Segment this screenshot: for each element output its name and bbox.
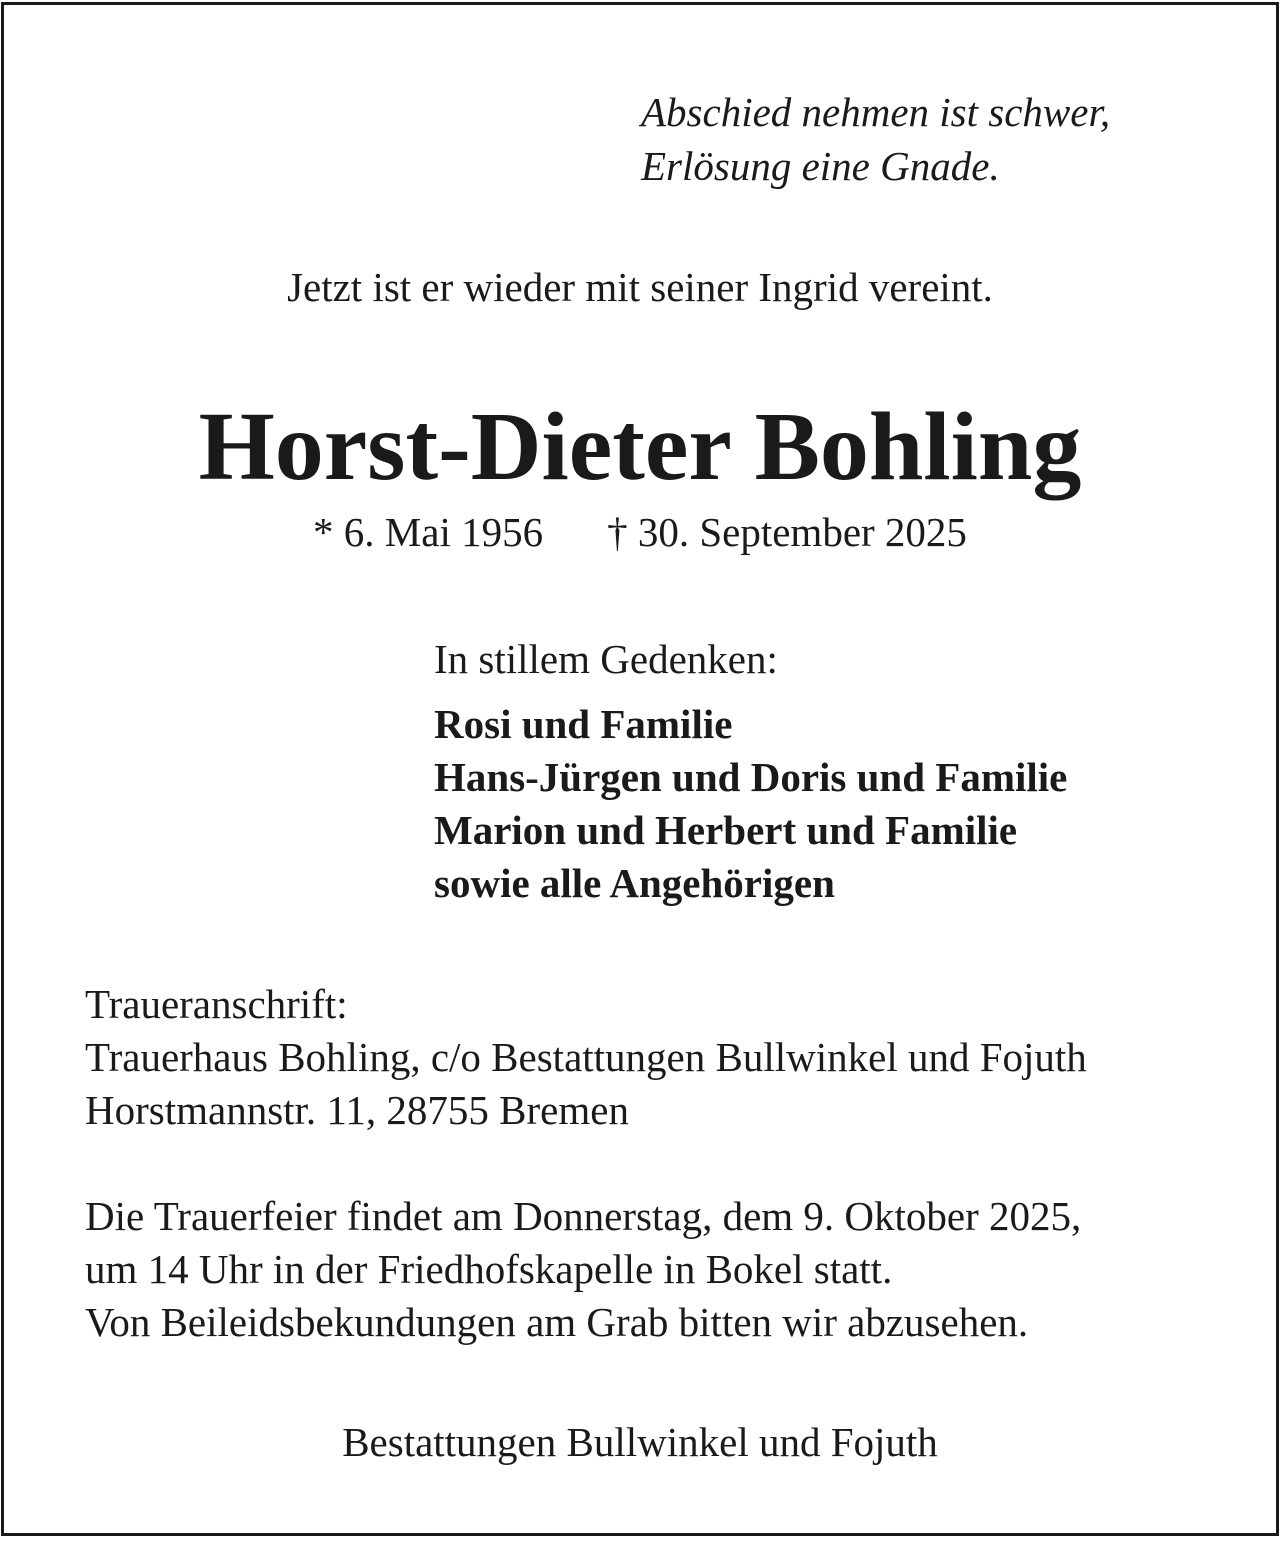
mourners-intro: In stillem Gedenken: — [434, 636, 778, 682]
motto-line-2: Erlösung eine Gnade. — [641, 143, 1000, 189]
mourners-list — [434, 698, 1067, 910]
funeral-service-info — [85, 1190, 1081, 1349]
service-line-3: Von Beileidsbekundungen am Grab bitten wir abzusehen. — [85, 1299, 1029, 1345]
deceased-name: Horst-Dieter Bohling — [198, 393, 1082, 501]
mourners-block — [434, 632, 1067, 910]
address-line-2: Horstmannstr. 11, 28755 Bremen — [85, 1087, 629, 1133]
reunion-text: Jetzt ist er wieder mit seiner Ingrid vereint. — [287, 264, 993, 310]
motto-quote — [641, 85, 1110, 193]
address-line-1: Trauerhaus Bohling, c/o Bestattungen Bullwinkel und Fojuth — [85, 1034, 1087, 1080]
mourner-name: Rosi und Familie — [434, 701, 733, 747]
undertaker-name: Bestattungen Bullwinkel und Fojuth — [342, 1419, 938, 1465]
life-dates — [4, 505, 1276, 559]
death-date: † 30. September 2025 — [607, 509, 967, 555]
mourner-name: Marion und Herbert und Familie — [434, 807, 1018, 853]
service-line-2: um 14 Uhr in der Friedhofskapelle in Bokel statt. — [85, 1246, 893, 1292]
motto-line-1: Abschied nehmen ist schwer, — [641, 89, 1111, 135]
obituary-notice — [1, 2, 1279, 1536]
mourner-name: sowie alle Angehörigen — [434, 860, 835, 906]
service-line-1: Die Trauerfeier findet am Donnerstag, dem 9. Oktober 2025, — [85, 1193, 1082, 1239]
mourner-name: Hans-Jürgen und Doris und Familie — [434, 754, 1068, 800]
condolence-address — [85, 978, 1087, 1137]
address-heading: Traueranschrift: — [85, 981, 348, 1027]
birth-date: * 6. Mai 1956 — [313, 509, 544, 555]
